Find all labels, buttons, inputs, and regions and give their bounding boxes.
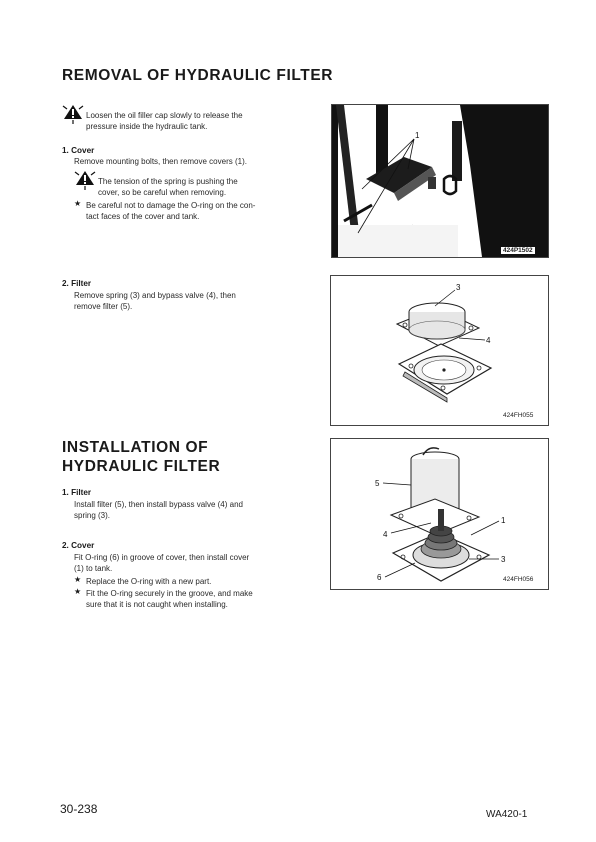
figure-code: 424P1502 — [500, 246, 536, 255]
callout-4: 4 — [383, 530, 388, 539]
callout-5: 5 — [375, 479, 380, 488]
removal-step1-note-line2: tact faces of the cover and tank. — [86, 212, 200, 221]
callout-3: 3 — [501, 555, 506, 564]
warning-triangle-icon — [62, 104, 84, 124]
installation-step1-heading: 1. Filter — [62, 488, 92, 497]
warning-triangle-icon — [74, 170, 96, 190]
removal-step1-heading: 1. Cover — [62, 146, 95, 155]
figure-removal-drawing — [330, 275, 549, 426]
removal-title: REMOVAL OF HYDRAULIC FILTER — [62, 67, 334, 84]
installation-step2-line2: (1) to tank. — [74, 564, 113, 573]
figure-code: 424FH056 — [503, 576, 534, 583]
star-icon: ★ — [74, 199, 82, 208]
figure-code: 424FH055 — [503, 412, 534, 419]
installation-title-line1: INSTALLATION OF — [62, 439, 209, 456]
installation-step2-note2-line2: sure that it is not caught when installing. — [86, 600, 228, 609]
callout-3: 3 — [456, 283, 461, 292]
installation-step2-line1: Fit O-ring (6) in groove of cover, then install cover — [74, 553, 250, 562]
callout-6: 6 — [377, 573, 382, 582]
star-icon: ★ — [74, 587, 82, 596]
installation-title-line2: HYDRAULIC FILTER — [62, 458, 221, 475]
figure-cover-photo — [331, 104, 549, 258]
callout-4: 4 — [486, 336, 491, 345]
callout-1: 1 — [501, 516, 506, 525]
removal-step2-heading: 2. Filter — [62, 279, 92, 288]
removal-step1-note-line1: Be careful not to damage the O-ring on the con- — [86, 201, 256, 210]
model-code: WA420-1 — [486, 809, 528, 820]
page-number: 30-238 — [60, 802, 98, 816]
removal-warning-line2: pressure inside the hydraulic tank. — [86, 122, 208, 131]
removal-warning-line1: Loosen the oil filler cap slowly to release the — [86, 111, 243, 120]
callout-1: 1 — [415, 131, 420, 140]
star-icon: ★ — [74, 575, 82, 584]
installation-step1-line2: spring (3). — [74, 511, 111, 520]
removal-step1-line1: Remove mounting bolts, then remove covers (1). — [74, 157, 247, 166]
installation-step2-note1: Replace the O-ring with a new part. — [86, 577, 212, 586]
removal-step1-warning-line2: cover, so be careful when removing. — [98, 188, 227, 197]
installation-step2-heading: 2. Cover — [62, 541, 95, 550]
removal-step1-warning-line1: The tension of the spring is pushing the — [98, 177, 238, 186]
installation-step2-note2-line1: Fit the O-ring securely in the groove, and make — [86, 589, 253, 598]
removal-step2-line1: Remove spring (3) and bypass valve (4), then — [74, 291, 236, 300]
figure-installation-drawing — [330, 438, 549, 590]
removal-step2-line2: remove filter (5). — [74, 302, 133, 311]
installation-step1-line1: Install filter (5), then install bypass valve (4) and — [74, 500, 243, 509]
